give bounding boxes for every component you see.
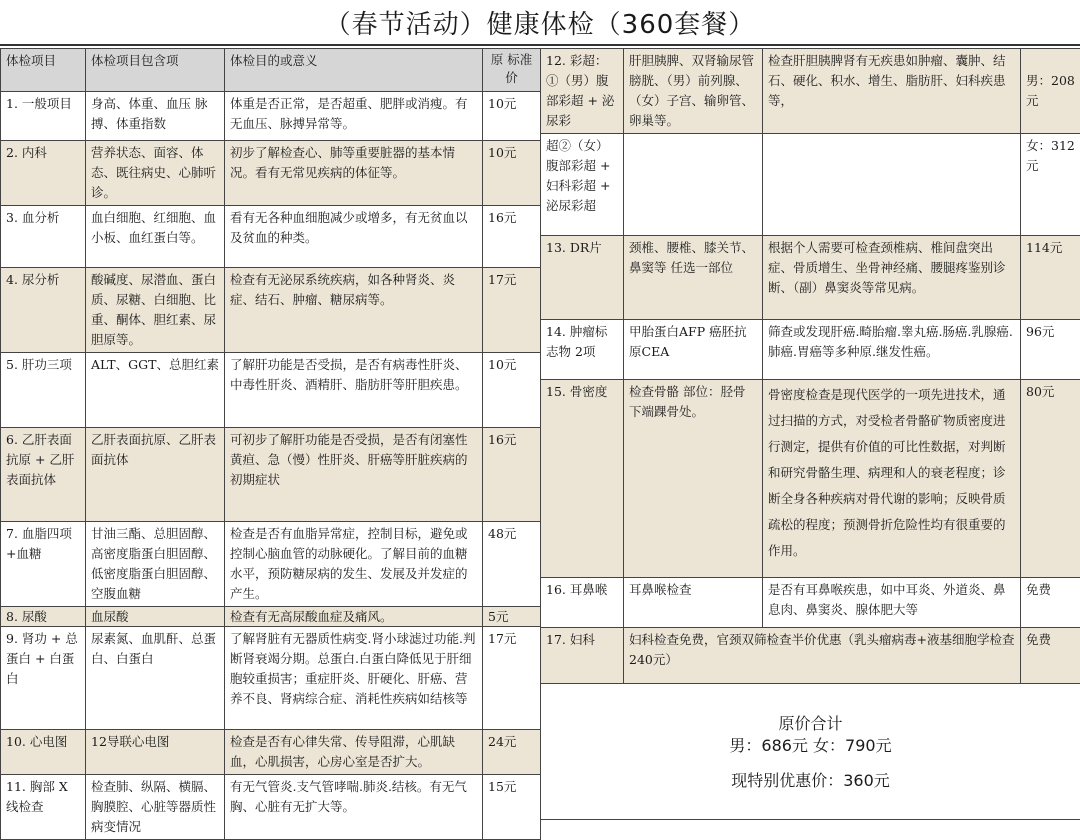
item-name: 4. 尿分析 — [1, 268, 86, 353]
item-price: 80元 — [1021, 380, 1080, 578]
item-purpose — [763, 134, 1021, 236]
table-row — [1, 775, 541, 840]
item-price: 15元 — [483, 775, 541, 840]
item-name: 16. 耳鼻喉 — [541, 578, 624, 628]
item-purpose: 检查肝胆胰脾肾有无疾患如肿瘤、囊肿、结石、硬化、积水、增生、脂肪肝、妇科疾患等， — [763, 49, 1021, 134]
item-name: 17. 妇科 — [541, 628, 624, 684]
table-row — [541, 134, 1080, 236]
right-table — [540, 48, 1080, 820]
item-content: 甲胎蛋白AFP 癌胚抗原CEA — [624, 320, 763, 380]
item-purpose: 看有无各种血细胞减少或增多，有无贫血以及贫血的种类。 — [225, 206, 483, 268]
item-purpose: 是否有耳鼻喉疾患，如中耳炎、外道炎、鼻息肉、鼻窦炎、腺体肥大等 — [763, 578, 1021, 628]
item-content: 血白细胞、红细胞、血小板、血红蛋白等。 — [86, 206, 225, 268]
table-row — [1, 730, 541, 775]
item-name: 9. 肾功 + 总蛋白 + 白蛋白 — [1, 627, 86, 730]
table-row — [1, 428, 541, 522]
item-content: ALT、GGT、总胆红素 — [86, 353, 225, 428]
table-row — [1, 607, 541, 627]
summary-original-prices: 男：686元 女：790元 — [546, 735, 1075, 757]
item-content: 颈椎、腰椎、膝关节、鼻窦等 任选一部位 — [624, 236, 763, 320]
item-purpose: 体重是否正常，是否超重、肥胖或消瘦。有无血压、脉搏异常等。 — [225, 92, 483, 141]
item-purpose: 检查是否有心律失常、传导阻滞，心肌缺血，心肌损害，心房心室是否扩大。 — [225, 730, 483, 775]
table-row — [541, 49, 1080, 134]
item-price: 10元 — [483, 92, 541, 141]
item-purpose: 检查是否有血脂异常症，控制目标，避免或控制心脑血管的动脉硬化。了解目前的血糖水平，预防糖尿病的发生、发展及并发症的产生。 — [225, 522, 483, 607]
item-name: 12. 彩超：①（男）腹部彩超 + 泌尿彩 — [541, 49, 624, 134]
item-price: 免费 — [1021, 628, 1080, 684]
item-price: 女：312元 — [1021, 134, 1080, 236]
item-price: 16元 — [483, 428, 541, 522]
item-name: 1. 一般项目 — [1, 92, 86, 141]
item-purpose: 初步了解检查心、肺等重要脏器的基本情况。看有无常见疾病的体征等。 — [225, 141, 483, 206]
item-purpose: 检查有无泌尿系统疾病，如各种肾炎、炎症、结石、肿瘤、糖尿病等。 — [225, 268, 483, 353]
table-row — [1, 522, 541, 607]
item-name: 5. 肝功三项 — [1, 353, 86, 428]
header-price: 原 标准 价 — [483, 49, 541, 92]
header-purpose: 体检目的或意义 — [225, 49, 483, 92]
table-row — [541, 628, 1080, 684]
item-content: 身高、体重、血压 脉搏、体重指数 — [86, 92, 225, 141]
item-content: 妇科检查免费，官颈双筛检查半价优惠（乳头瘤病毒+液基细胞学检查240元） — [624, 628, 1021, 684]
summary-label: 原价合计 — [546, 713, 1075, 735]
item-price: 10元 — [483, 141, 541, 206]
item-purpose: 了解肾脏有无器质性病变.肾小球滤过功能.判断肾衰竭分期。总蛋白.白蛋白降低见于肝细胞较重损害；重症肝炎、肝硬化、肝癌、营养不良、肾病综合症、消耗性疾病如结核等 — [225, 627, 483, 730]
item-name: 超②（女）腹部彩超 + 妇科彩超 + 泌尿彩超 — [541, 134, 624, 236]
item-name: 10. 心电图 — [1, 730, 86, 775]
item-name: 3. 血分析 — [1, 206, 86, 268]
item-price: 免费 — [1021, 578, 1080, 628]
item-purpose: 了解肝功能是否受损，是否有病毒性肝炎、中毒性肝炎、酒精肝、脂肪肝等肝胆疾患。 — [225, 353, 483, 428]
table-row — [541, 236, 1080, 320]
table-row — [1, 268, 541, 353]
item-price: 96元 — [1021, 320, 1080, 380]
item-content: 检查肺、纵隔、横膈、胸膜腔、心脏等器质性病变情况 — [86, 775, 225, 840]
item-content: 乙肝表面抗原、乙肝表面抗体 — [86, 428, 225, 522]
table-row — [541, 578, 1080, 628]
item-price: 48元 — [483, 522, 541, 607]
item-price: 17元 — [483, 268, 541, 353]
item-purpose: 检查有无高尿酸血症及痛风。 — [225, 607, 483, 627]
item-purpose: 有无气管炎.支气管哮喘.肺炎.结核。有无气胸、心脏有无扩大等。 — [225, 775, 483, 840]
table-row — [1, 206, 541, 268]
item-price: 男：208元 — [1021, 49, 1080, 134]
summary-row — [541, 684, 1080, 820]
item-purpose: 根据个人需要可检查颈椎病、椎间盘突出症、骨质增生、坐骨神经痛、腰腿疼鉴别诊断、（副）鼻窦炎等常见病。 — [763, 236, 1021, 320]
item-price: 114元 — [1021, 236, 1080, 320]
item-content: 检查骨骼 部位：胫骨下端踝骨处。 — [624, 380, 763, 578]
table-row — [1, 353, 541, 428]
item-content: 酸碱度、尿潜血、蛋白质、尿糖、白细胞、比重、酮体、胆红素、尿胆原等。 — [86, 268, 225, 353]
table-row — [541, 380, 1080, 578]
item-name: 13. DR片 — [541, 236, 624, 320]
item-name: 14. 肿瘤标志物 2项 — [541, 320, 624, 380]
table-row — [1, 92, 541, 141]
item-content: 甘油三酯、总胆固醇、高密度脂蛋白胆固醇、低密度脂蛋白胆固醇、空腹血糖 — [86, 522, 225, 607]
item-purpose: 筛查或发现肝癌.畸胎瘤.睾丸癌.肠癌.乳腺癌.肺癌.胃癌等多种原.继发性癌。 — [763, 320, 1021, 380]
item-content: 肝胆胰脾、双肾输尿管膀胱、（男）前列腺、（女）子宫、输卵管、卵巢等。 — [624, 49, 763, 134]
item-price: 10元 — [483, 353, 541, 428]
item-purpose: 骨密度检查是现代医学的一项先进技术，通过扫描的方式，对受检者骨骼矿物质密度进行测定，提供有价值的可比性数据，对判断和研究骨骼生理、病理和人的衰老程度；诊断全身各种疾病对骨代谢的影响；反映骨质疏松的程度；预测骨折危险性均有很重要的作用。 — [763, 380, 1021, 578]
item-price: 17元 — [483, 627, 541, 730]
item-content: 营养状态、面容、体态、既往病史、心肺听诊。 — [86, 141, 225, 206]
item-name: 15. 骨密度 — [541, 380, 624, 578]
item-name: 2. 内科 — [1, 141, 86, 206]
header-content: 体检项目包含项 — [86, 49, 225, 92]
table-row — [1, 627, 541, 730]
item-price: 24元 — [483, 730, 541, 775]
left-table — [0, 48, 541, 840]
summary-cell — [541, 684, 1080, 820]
header-item: 体检项目 — [1, 49, 86, 92]
item-name: 11. 胸部 X线检查 — [1, 775, 86, 840]
item-content: 血尿酸 — [86, 607, 225, 627]
item-purpose: 可初步了解肝功能是否受损，是否有闭塞性黄疸、急（慢）性肝炎、肝癌等肝脏疾病的初期症状 — [225, 428, 483, 522]
item-name: 7. 血脂四项 +血糖 — [1, 522, 86, 607]
item-content: 耳鼻喉检查 — [624, 578, 763, 628]
item-price: 5元 — [483, 607, 541, 627]
item-content — [624, 134, 763, 236]
item-name: 8. 尿酸 — [1, 607, 86, 627]
item-name: 6. 乙肝表面抗原 + 乙肝表面抗体 — [1, 428, 86, 522]
table-row — [1, 141, 541, 206]
page-title: （春节活动）健康体检（360套餐） — [0, 0, 1080, 46]
table-row — [541, 320, 1080, 380]
item-price: 16元 — [483, 206, 541, 268]
item-content: 12导联心电图 — [86, 730, 225, 775]
summary-special-price: 现特别优惠价：360元 — [546, 771, 1075, 791]
item-content: 尿素氮、血肌酐、总蛋白、白蛋白 — [86, 627, 225, 730]
